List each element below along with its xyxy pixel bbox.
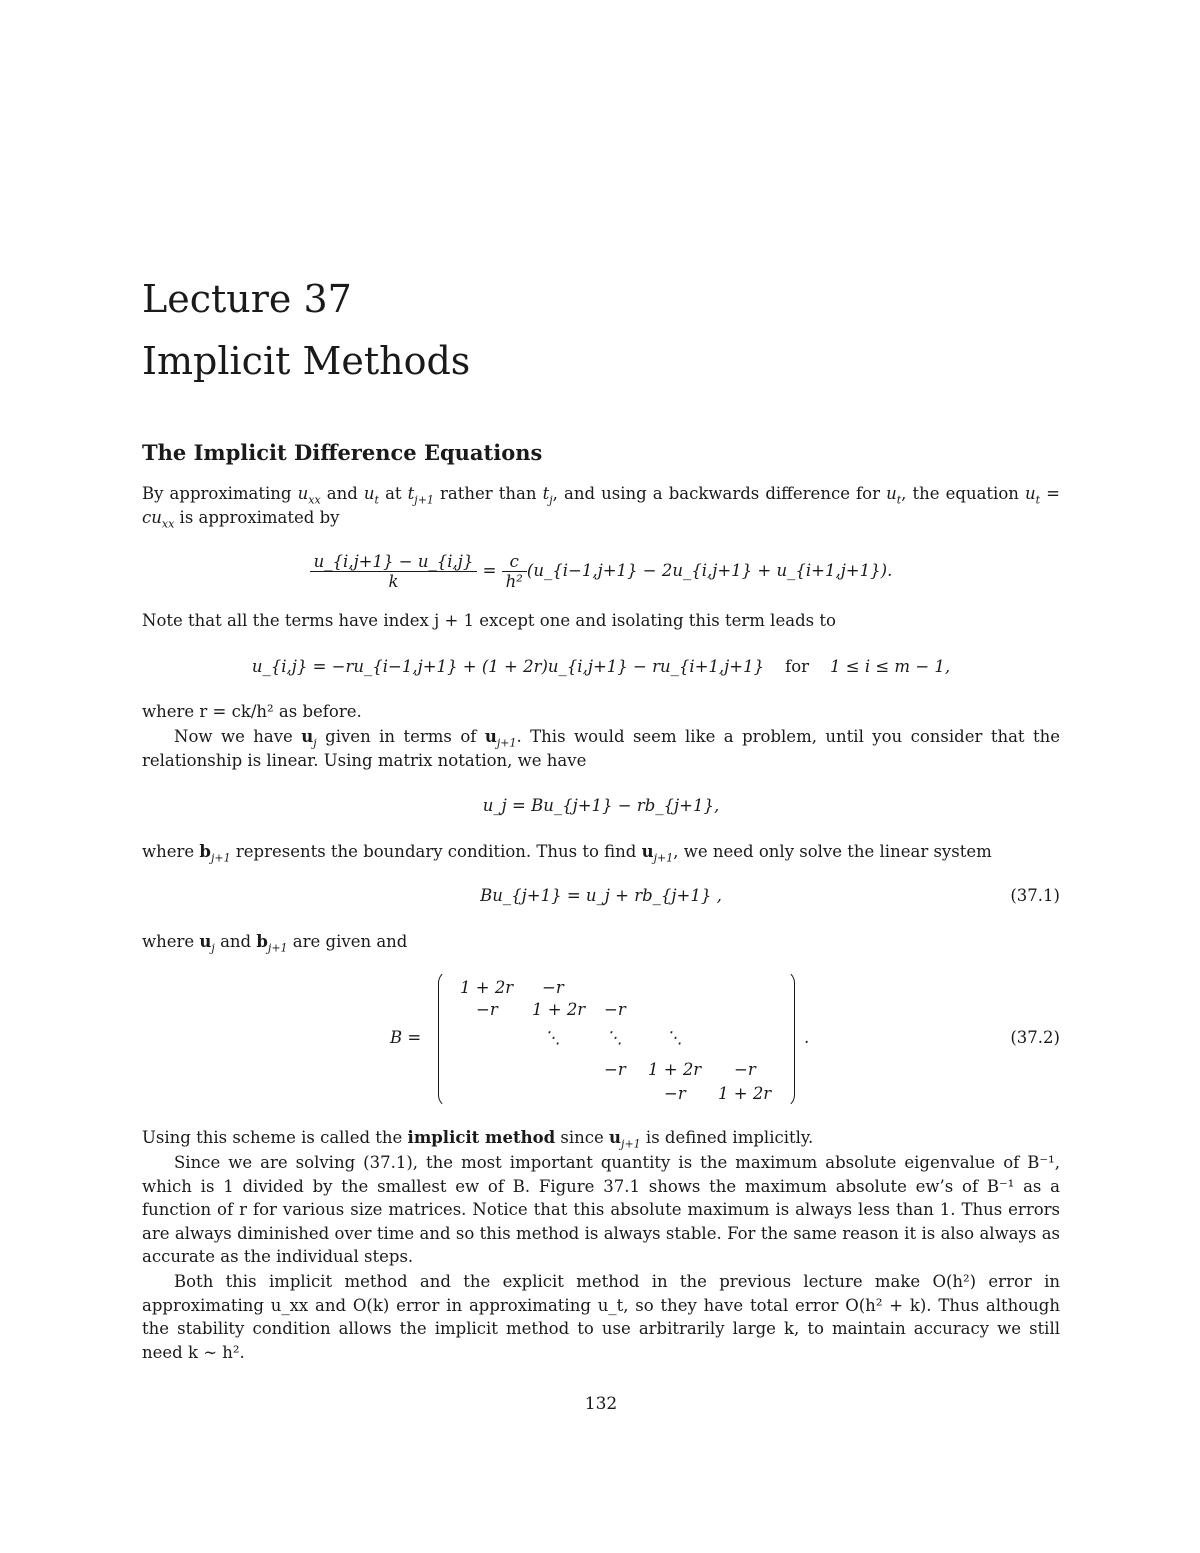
- matrix-label: B =: [390, 1028, 422, 1047]
- paragraph-boundary: where $b_{j+1}$ represents the boundary condition. Thus to find $u_{j+1}$, we need only solve the linear system: [142, 842, 992, 865]
- matrix-cell: ⋱: [666, 1028, 683, 1047]
- paragraph-implicit-method: Using this scheme is called the implicit method since $u_{j+1}$ is defined implicitly.: [142, 1128, 814, 1151]
- section-title: The Implicit Difference Equations: [142, 440, 543, 465]
- matrix-cell: ⋱: [606, 1028, 623, 1047]
- matrix-b: [142, 970, 1060, 1110]
- matrix-cell: −r: [664, 1084, 686, 1103]
- paragraph-note: Note that all the terms have index j + 1 except one and isolating this term leads to: [142, 611, 836, 630]
- paragraph-accuracy: Both this implicit method and the explicit method in the previous lecture make O(h²) error in approximating u_xx and O(k) error in approximating u_t, so they have total error O(h² + k). Thus although the stability condition allows the implicit method to use arbitrarily large k, to maintain accuracy we still need k ∼ h².: [142, 1272, 1060, 1362]
- equation-difference: $\frac{u\_\{i,j+1\} - u\_\{i,j\}}{k}$ = $\frac{c}{\text{h²}}$ (u_{i−1,j+1} − 2u_{i,j+1} + u_{i+1,j+1}).: [142, 552, 1060, 591]
- equation-number-37-1: (37.1): [1010, 886, 1060, 905]
- left-paren: [438, 970, 451, 1108]
- paragraph-stability: Since we are solving (37.1), the most important quantity is the maximum absolute eigenvalue of B⁻¹, which is 1 divided by the smallest ew of B. Figure 37.1 shows the maximum absolute ew’s of B⁻¹ as a function of r for various size matrices. Notice that this absolute maximum is always less than 1. Thus errors are always diminished over time and so this method is always stable. For the same reason it is also always as accurate as the individual steps.: [142, 1153, 1060, 1266]
- matrix-cell: −r: [604, 1000, 626, 1019]
- chapter-title: Implicit Methods: [142, 339, 471, 383]
- paragraph-given: where $u_j$ and $b_{j+1}$ are given and: [142, 932, 408, 955]
- matrix-cell: −r: [476, 1000, 498, 1019]
- paragraph-r-definition: where r = ck/h² as before.: [142, 702, 362, 721]
- paragraph-intro: By approximating $u_{xx}$ and $u_t$ at $t_{j+1}$ rather than $t_j$, and using a backwards difference for $u_t$, the equation $u_t = cu_{xx}$ is approximated by: [142, 484, 1060, 530]
- matrix-cell: 1 + 2r: [532, 1000, 586, 1019]
- matrix-cell: −r: [734, 1060, 756, 1079]
- chapter-label: Lecture 37: [142, 277, 352, 321]
- matrix-cell: 1 + 2r: [460, 978, 514, 997]
- right-paren: [782, 970, 795, 1108]
- matrix-cell: −r: [542, 978, 564, 997]
- matrix-cell: 1 + 2r: [718, 1084, 772, 1103]
- equation-number-37-2: (37.2): [1010, 1028, 1060, 1047]
- matrix-cell: −r: [604, 1060, 626, 1079]
- matrix-cell: ⋱: [544, 1028, 561, 1047]
- equation-37-1: Bu_{j+1} = u_j + rb_{j+1} , (37.1): [480, 886, 1060, 905]
- paragraph-matrix-intro: Now we have $u_j$ given in terms of $u_{j+1}$. This would seem like a problem, until you consider that the relationship is linear. Using matrix notation, we have: [142, 727, 1061, 770]
- equation-isolated: u_{i,j} = −ru_{i−1,j+1} + (1 + 2r)u_{i,j+1} − ru_{i+1,j+1} for 1 ≤ i ≤ m − 1,: [251, 657, 951, 676]
- matrix-period: .: [804, 1028, 810, 1047]
- equation-matrix-form: u_j = Bu_{j+1} − rb_{j+1},: [482, 796, 720, 815]
- page-number: 132: [584, 1394, 618, 1414]
- matrix-cell: 1 + 2r: [648, 1060, 702, 1079]
